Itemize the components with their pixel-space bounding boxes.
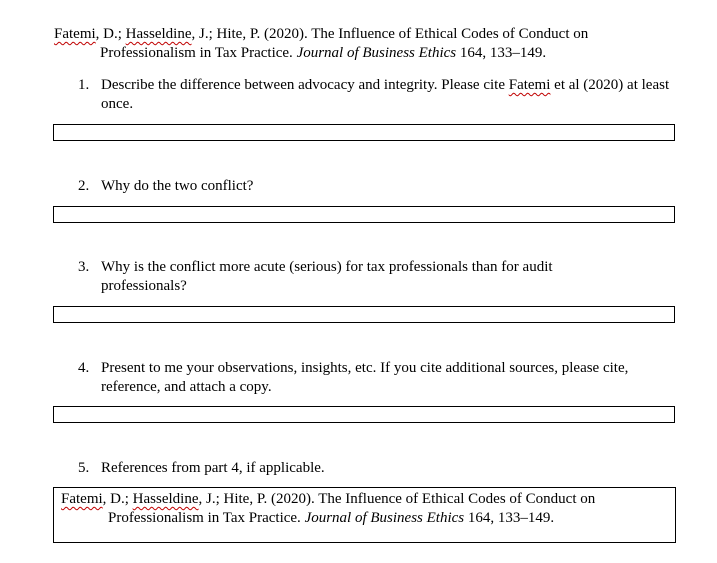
question-number: 4.: [78, 360, 90, 376]
question-5: [78, 459, 678, 478]
question-text: Why do the two conflict?: [101, 178, 254, 194]
citation-title-end: Professionalism in Tax Practice.: [100, 45, 297, 61]
question-2: [78, 177, 678, 196]
reference-title-end: Professionalism in Tax Practice.: [108, 510, 305, 526]
citation-author-hasseldine: Hasseldine: [125, 26, 192, 42]
reference-rest-line1: , J.; Hite, P. (2020). The Influence of Ethical Codes of Conduct on: [198, 491, 596, 507]
question-1-text-after: et al (2020) at least once.: [101, 77, 670, 112]
reference-citation: [61, 490, 661, 528]
citation-journal: Journal of Business Ethics: [296, 45, 457, 61]
reference-author-hasseldine: Hasseldine: [132, 491, 199, 507]
citation-rest-line1: , J.; Hite, P. (2020). The Influence of Ethical Codes of Conduct on: [191, 26, 589, 42]
reference-author-fatemi: Fatemi: [61, 491, 103, 507]
citation-line2: [54, 44, 694, 63]
question-1-cited-name: Fatemi: [508, 77, 551, 93]
question-3: [78, 258, 678, 296]
citation-sep-1: , D.;: [95, 26, 126, 42]
reference-sep-1: , D.;: [102, 491, 133, 507]
answer-box-4[interactable]: [53, 406, 675, 423]
reference-journal: Journal of Business Ethics: [304, 510, 465, 526]
question-number: 1.: [78, 77, 90, 93]
question-4: [78, 359, 678, 397]
question-text: Present to me your observations, insights, etc. If you cite additional sources, please cite, reference, and attach a copy.: [101, 360, 629, 395]
question-1-text-before: Describe the difference between advocacy and integrity. Please cite: [101, 77, 509, 93]
citation-header: [54, 25, 694, 63]
citation-author-fatemi: Fatemi: [54, 26, 96, 42]
answer-box-3[interactable]: [53, 306, 675, 323]
question-text: Why is the conflict more acute (serious) for tax professionals than for audit professionals?: [101, 259, 553, 294]
citation-volume-pages: 164, 133–149.: [456, 45, 547, 61]
question-number: 3.: [78, 259, 90, 275]
reference-volume-pages: 164, 133–149.: [464, 510, 555, 526]
reference-line2: [61, 509, 661, 528]
question-number: 5.: [78, 460, 90, 476]
question-1: [78, 76, 678, 114]
answer-box-2[interactable]: [53, 206, 675, 223]
reference-box[interactable]: [53, 487, 676, 543]
question-number: 2.: [78, 178, 90, 194]
answer-box-1[interactable]: [53, 124, 675, 141]
question-text: References from part 4, if applicable.: [101, 460, 325, 476]
question-text: [101, 76, 678, 114]
